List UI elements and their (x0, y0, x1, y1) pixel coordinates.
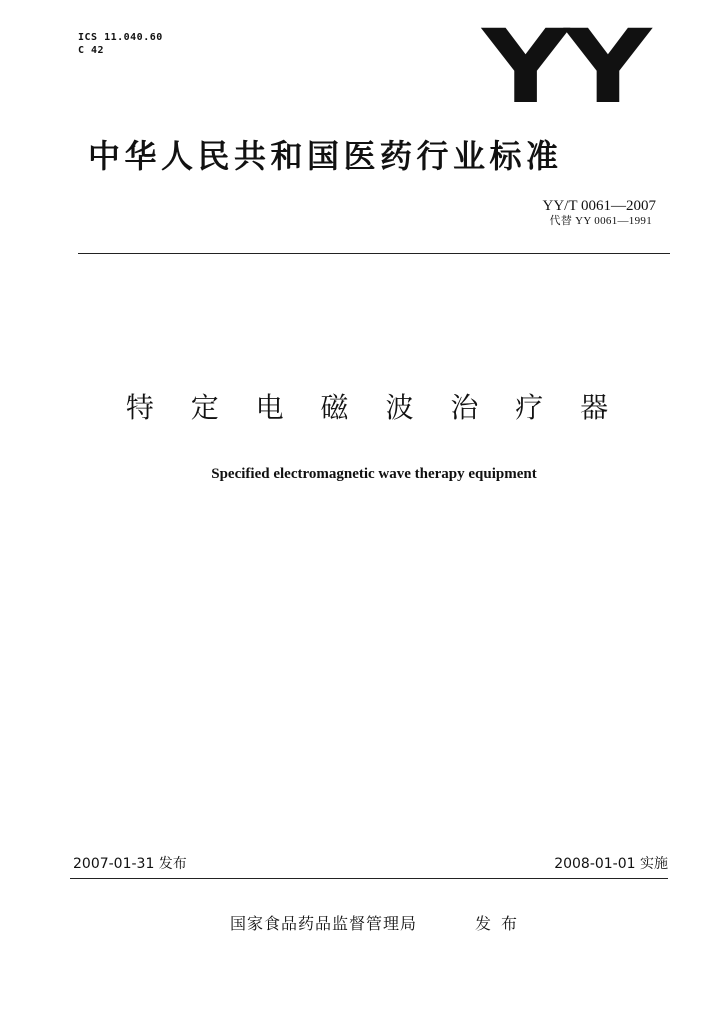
standard-category-title: 中华人民共和国医药行业标准 (88, 137, 563, 175)
publish-label: 发布 (475, 914, 528, 933)
header-divider (78, 253, 670, 254)
implementation-date: 2008-01-01 实施 (554, 856, 668, 872)
yy-logo: YY (482, 8, 647, 127)
replaced-standard: 代替 YY 0061—1991 (549, 215, 652, 227)
issue-date: 2007-01-31 发布 (73, 856, 187, 872)
classification-codes (78, 31, 163, 57)
publisher-name: 国家食品药品监督管理局 (230, 914, 418, 933)
ics-code: ICS 11.040.60 (78, 32, 163, 43)
footer-divider (70, 878, 668, 879)
document-title-en: Specified electromagnetic wave therapy equipment (211, 466, 537, 482)
standard-number: YY/T 0061—2007 (542, 198, 656, 214)
ccs-code: C 42 (78, 45, 105, 56)
document-title-cn: 特 定 电 磁 波 治 疗 器 (125, 391, 623, 424)
